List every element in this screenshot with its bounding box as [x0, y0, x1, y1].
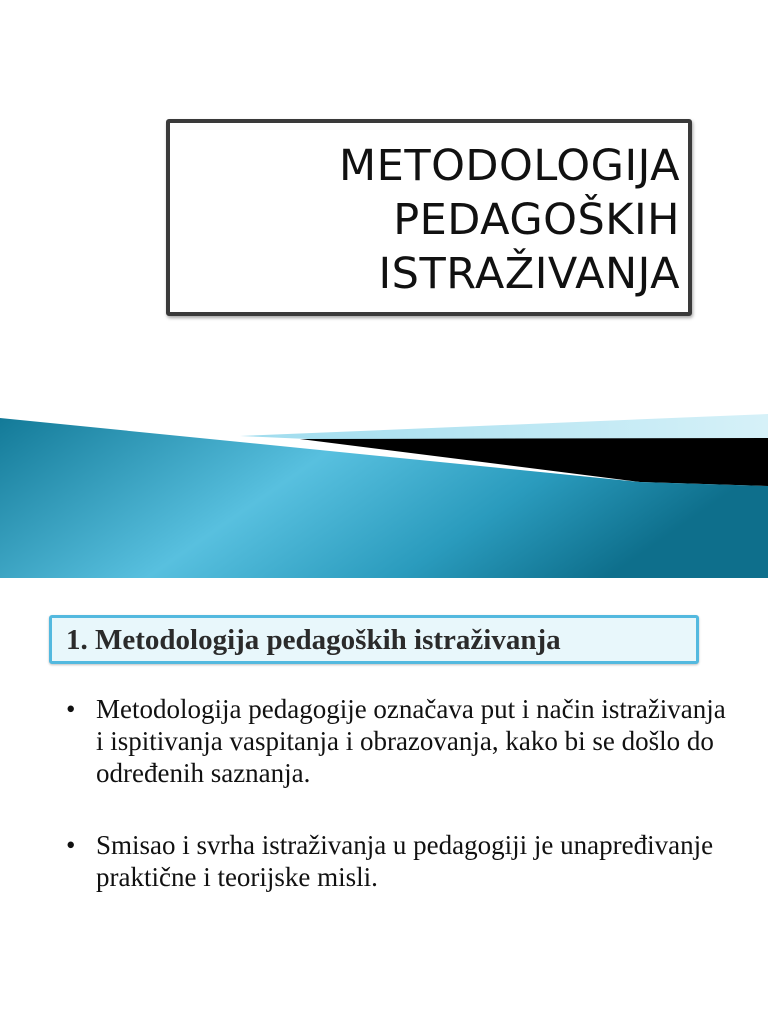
bullet-item — [66, 693, 726, 789]
slide-2 — [0, 578, 768, 1024]
slide-title: METODOLOGIJA PEDAGOŠKIH ISTRAŽIVANJA — [339, 141, 680, 299]
heading-box — [49, 615, 699, 664]
banner-light-stripe — [240, 414, 768, 440]
bullet-list — [66, 693, 726, 933]
bullet-text: Metodologija pedagogije označava put i način istraživanja i ispitivanja vaspitanja i obrazovanja, kako bi se došlo do određenih saznanja. — [96, 694, 726, 788]
bullet-icon: • — [66, 694, 76, 724]
slide-heading: 1. Metodologija pedagoških istraživanja — [66, 624, 561, 656]
bullet-text: Smisao i svrha istraživanja u pedagogiji je unapređivanje praktične i teorijske misli. — [96, 830, 714, 892]
bullet-item — [66, 829, 726, 893]
title-box — [166, 119, 692, 316]
decorative-banner — [0, 414, 768, 578]
bullet-icon: • — [66, 830, 76, 860]
